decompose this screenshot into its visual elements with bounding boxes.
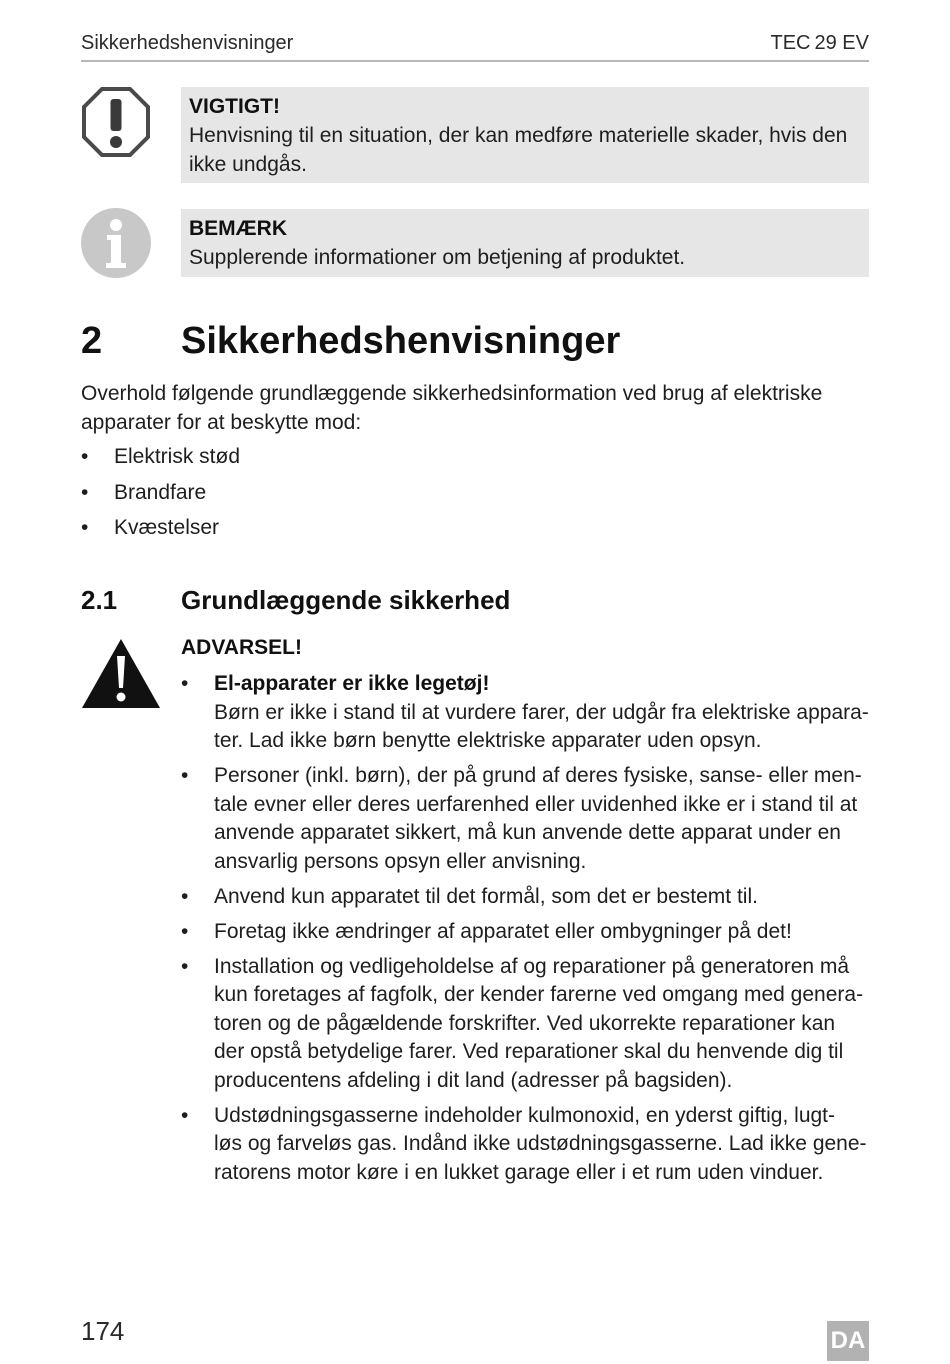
intro-line: Overhold følgende grundlæggende sikkerhedsinformation ved brug af elektriske	[81, 382, 823, 405]
list-item-line: producentens afdeling i dit land (adresser på bagsiden).	[214, 1068, 733, 1092]
notice-text-line: Supplerende informationer om betjening af produktet.	[189, 246, 686, 269]
page-number: 174	[81, 1316, 125, 1346]
list-item	[181, 1102, 869, 1188]
list-item-line: ratorens motor køre i en lukket garage eller i et rum uden vinduer.	[214, 1160, 824, 1184]
list-item-line: løs og farveløs gas. Indånd ikke udstødningsgasserne. Lad ikke gene-	[214, 1132, 867, 1155]
list-item-line: Børn er ikke i stand til at vurdere farer, der udgår fra elektriske appara-	[214, 700, 869, 724]
header-product-name: TEC 29 EV	[770, 32, 869, 54]
notice-note	[181, 209, 869, 277]
notice-title: VIGTIGT!	[189, 95, 280, 118]
list-item-line: der opstå betydelige farer. Ved reparationer skal du henvende dig til	[214, 1040, 844, 1063]
list-item-line: • Udstødningsgasserne indeholder kulmonoxid, en yderst giftig, lugt-	[214, 1103, 836, 1127]
list-item: • Elektrisk stød	[81, 443, 869, 471]
list-item: • Brandfare	[81, 479, 869, 507]
intro-line: apparater for at beskytte mod:	[81, 411, 362, 434]
section-title: Sikkerhedshenvisninger	[181, 320, 621, 362]
list-item-line: anvende apparatet sikkert, må kun anvende dette apparat under en	[214, 821, 841, 844]
hazard-list	[81, 443, 869, 550]
warning-title: ADVARSEL!	[181, 636, 302, 659]
list-item	[181, 918, 869, 947]
section-intro	[81, 379, 869, 437]
list-item-line: • Personer (inkl. børn), der på grund af deres fysiske, sanse- eller men-	[214, 764, 862, 787]
list-item	[181, 762, 869, 876]
info-circle-icon	[81, 208, 151, 278]
notice-important	[181, 87, 869, 183]
list-item	[181, 883, 869, 912]
header-section-title: Sikkerhedshenvisninger	[81, 32, 294, 54]
notice-text-line: ikke undgås.	[189, 153, 307, 176]
list-item-line: • Anvend kun apparatet til det formål, som det er bestemt til.	[214, 884, 758, 908]
notice-title: BEMÆRK	[189, 217, 287, 240]
important-octagon-icon	[81, 86, 151, 158]
list-item-line: toren og de pågældende forskrifter. Ved ukorrekte reparationer kan	[214, 1011, 836, 1035]
subsection-number: 2.1	[81, 585, 118, 615]
list-item-line: • Foretag ikke ændringer af apparatet eller ombygninger på det!	[214, 919, 792, 943]
list-item	[181, 953, 869, 1096]
language-badge: DA	[827, 1321, 869, 1361]
list-item-line: tale evner eller deres uerfarenhed eller uvidenhed ikke er i stand til at	[214, 792, 858, 816]
list-item-lead: • El-apparater er ikke legetøj!	[214, 672, 490, 695]
list-item-line: • Installation og vedligeholdelse af og reparationer på generatoren må	[214, 954, 850, 978]
warning-triangle-icon	[81, 638, 161, 709]
list-item-line: kun foretages af fagfolk, der kender farerne ved omgang med genera-	[214, 983, 864, 1006]
list-item-line: ansvarlig persons opsyn eller anvisning.	[214, 849, 587, 873]
list-item-line: ter. Lad ikke børn benytte elektriske apparater uden opsyn.	[214, 729, 762, 752]
notice-text-line: Henvisning til en situation, der kan medføre materielle skader, hvis den	[189, 124, 848, 147]
section-number: 2	[81, 320, 103, 362]
page-header	[81, 30, 869, 62]
subsection-title: Grundlæggende sikkerhed	[181, 585, 511, 615]
safety-list	[181, 670, 869, 1194]
list-item: • Kvæstelser	[81, 514, 869, 542]
list-item	[181, 670, 869, 756]
